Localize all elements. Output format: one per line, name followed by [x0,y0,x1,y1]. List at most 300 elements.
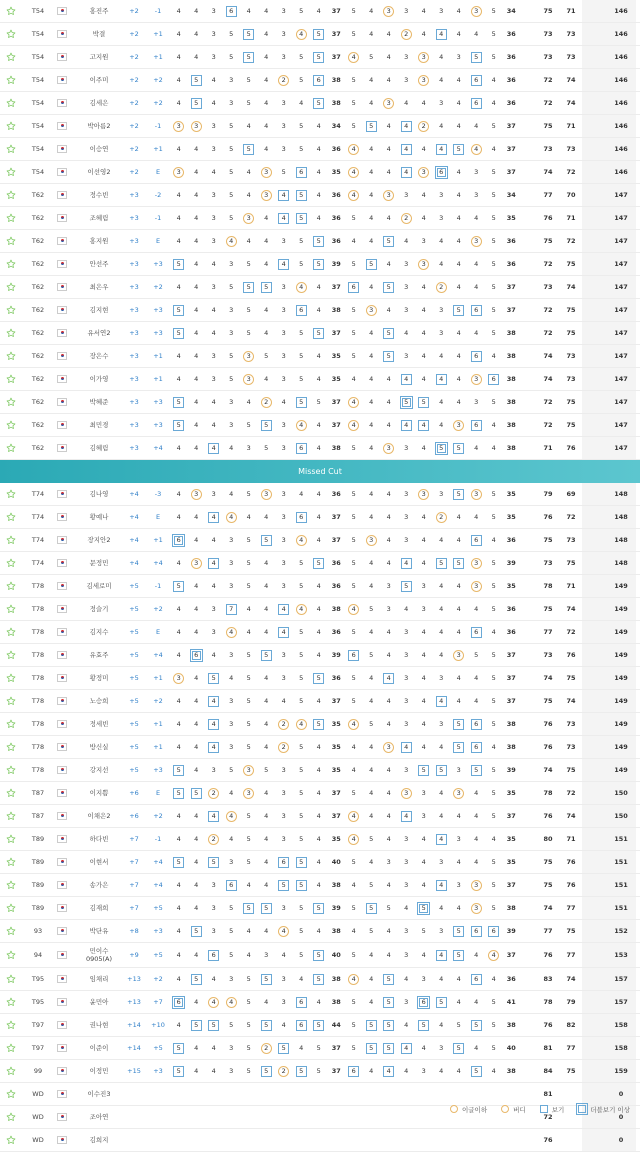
hole-score [485,483,503,505]
score-mark: 3 [404,306,409,314]
player-name[interactable]: 김혜림 [89,444,109,452]
favorite-star-icon[interactable] [2,874,20,896]
player-name[interactable]: 민이수 0905(A) [85,947,113,963]
hole-score [240,920,258,942]
score-mark: 2 [278,75,289,86]
score-mark: 4 [316,283,321,291]
score-mark: 3 [211,30,216,38]
favorite-star-icon[interactable] [2,161,20,183]
round-to-par: +2 [153,975,163,983]
score-mark: 3 [383,190,394,201]
hole-score [310,437,328,459]
player-name[interactable]: 홍진주 [89,7,109,15]
hole-score [450,851,468,873]
hole-score [363,69,381,91]
favorite-star-icon[interactable] [2,575,20,597]
player-name[interactable]: 권나현 [89,1021,109,1029]
score-mark: 5 [299,122,304,130]
favorite-star-icon[interactable] [2,529,20,551]
favorite-star-icon[interactable] [2,46,20,68]
hole-score [398,759,416,781]
hole-score [398,575,416,597]
favorite-star-icon[interactable] [2,991,20,1013]
flag-shape [57,835,67,843]
favorite-star-icon[interactable] [2,0,20,22]
hole-score [310,69,328,91]
score-mark: 5 [351,122,356,130]
player-name[interactable]: 이수진3 [87,1090,111,1098]
score-mark: 4 [194,191,199,199]
score-mark: 4 [194,53,199,61]
hole-score [468,736,486,758]
score-mark: 6 [471,926,482,937]
hole-score [170,1037,188,1059]
hole-score [170,299,188,321]
hole-score [450,184,468,206]
score-mark: 6 [471,420,482,431]
hole-score [485,506,503,528]
back-nine-total: 37 [506,651,516,659]
player-name[interactable]: 방신실 [89,743,109,751]
score-mark: 5 [246,99,251,107]
score-mark: 5 [369,651,374,659]
favorite-star-icon[interactable] [2,968,20,990]
hole-score [363,897,381,919]
hole-score [345,897,363,919]
total-to-par: +5 [129,674,139,682]
hole-score [398,598,416,620]
flag-shape [57,329,67,337]
total-to-par: +14 [127,1044,141,1052]
player-name[interactable]: 김세로미 [86,582,112,590]
favorite-star-icon[interactable] [2,368,20,390]
player-name[interactable]: 홍지원 [89,237,109,245]
hole-score [240,184,258,206]
hole-score [188,230,206,252]
player-name[interactable]: 정슬기 [89,605,109,613]
total-score: 147 [606,207,636,229]
score-mark: 3 [418,489,429,500]
score-mark: 4 [456,283,461,291]
player-name[interactable]: 이선영2 [87,168,111,176]
score-mark: 4 [176,53,181,61]
score-mark: 5 [351,7,356,15]
score-mark: 35 [331,168,341,176]
total-score: 147 [606,230,636,252]
hole-score [485,115,503,137]
hole-score [170,253,188,275]
score-mark: 5 [246,720,251,728]
player-name[interactable]: 문정민 [89,559,109,567]
hole-score [433,414,451,436]
score-mark: 5 [491,168,496,176]
total-score: 146 [606,46,636,68]
player-name[interactable]: 김지현 [89,306,109,314]
score-mark: 3 [421,812,426,820]
hole-score [380,184,398,206]
score-mark: 4 [281,398,286,406]
favorite-star-icon[interactable] [2,115,20,137]
score-mark: 5 [383,974,394,985]
player-name[interactable]: 이주미 [89,76,109,84]
hole-score [415,667,433,689]
hole-score [205,345,223,367]
score-mark: 5 [264,444,269,452]
hole-score [363,1060,381,1082]
score-mark: 38 [331,927,341,935]
hole-score [170,506,188,528]
hole-score [363,644,381,666]
score-mark: 4 [211,99,216,107]
player-name[interactable]: 윤민아 [89,998,109,1006]
round-to-par: +1 [153,352,163,360]
player-name[interactable]: 임채리 [89,975,109,983]
hole-score [223,621,241,643]
score-mark: 3 [229,536,234,544]
player-position: T54 [31,53,45,61]
hole-score [450,690,468,712]
score-mark: 6 [296,443,307,454]
hole-score [433,782,451,804]
player-name[interactable]: 황정미 [89,674,109,682]
hole-score [345,345,363,367]
hole-score [310,184,328,206]
player-name[interactable]: 유서연2 [87,329,111,337]
flag-shape [57,582,67,590]
score-mark: 3 [421,1067,426,1075]
score-mark: 4 [456,352,461,360]
round-to-par [146,1129,170,1151]
table-row [0,23,640,46]
player-name[interactable]: 이지쁨 [89,789,109,797]
hole-score [170,345,188,367]
player-position: T74 [31,513,45,521]
round-2-score: 76 [566,444,576,452]
hole-score [485,667,503,689]
score-mark: 38 [331,881,341,889]
player-name[interactable]: 이정민 [89,1067,109,1075]
score-mark: 5 [296,397,307,408]
hole-score [415,736,433,758]
favorite-star-icon[interactable] [2,276,20,298]
hole-score [258,598,276,620]
player-name[interactable]: 박결 [92,30,106,38]
hole-score [380,138,398,160]
hole-score [433,1014,451,1036]
favorite-star-icon[interactable] [2,437,20,459]
score-mark: 4 [456,398,461,406]
score-mark: 5 [351,513,356,521]
flag-shape [57,122,67,130]
favorite-star-icon[interactable] [2,138,20,160]
round-2-score: 75 [566,329,576,337]
hole-score [223,690,241,712]
score-mark: 5 [351,789,356,797]
round-to-par: +3 [153,927,163,935]
score-mark: 3 [439,214,444,222]
favorite-star-icon[interactable] [2,943,20,967]
hole-score [415,230,433,252]
favorite-star-icon[interactable] [2,506,20,528]
hole-score [398,782,416,804]
player-name[interactable]: 조혜림 [89,214,109,222]
score-mark: 5 [173,420,184,431]
score-mark: 3 [453,650,464,661]
favorite-star-icon[interactable] [2,782,20,804]
favorite-star-icon[interactable] [2,897,20,919]
hole-score [223,920,241,942]
hole-score [433,345,451,367]
hole-score [398,230,416,252]
player-name[interactable]: 이채은2 [87,812,111,820]
hole-score [380,115,398,137]
hole-score [485,1014,503,1036]
score-mark: 4 [386,76,391,84]
score-mark: 4 [369,191,374,199]
hole-score [380,575,398,597]
score-mark: 3 [281,998,286,1006]
player-name[interactable]: 박혜준 [89,398,109,406]
score-mark: 3 [404,283,409,291]
score-mark: 6 [437,168,446,177]
hole-score [485,161,503,183]
favorite-star-icon[interactable] [2,483,20,505]
score-mark: 4 [264,145,269,153]
score-mark: 3 [211,881,216,889]
favorite-star-icon[interactable] [2,759,20,781]
score-mark: 2 [278,742,289,753]
score-mark: 5 [316,398,321,406]
score-mark: 4 [456,214,461,222]
score-mark: 4 [316,444,321,452]
hole-score [293,69,311,91]
favorite-star-icon[interactable] [2,414,20,436]
player-name[interactable]: 박아름2 [87,122,111,130]
hole-score [275,713,293,735]
hole-score [205,506,223,528]
favorite-star-icon[interactable] [2,552,20,574]
player-name[interactable]: 송가은 [89,881,109,889]
round-to-par: +7 [153,998,163,1006]
hole-scores [170,483,538,505]
hole-score [310,690,328,712]
hole-score [223,230,241,252]
player-name[interactable]: 하다빈 [89,835,109,843]
player-name[interactable]: 장지안2 [87,536,111,544]
player-name[interactable]: 박단유 [89,927,109,935]
hole-score [415,920,433,942]
score-mark: 5 [491,283,496,291]
hole-score [415,368,433,390]
round-to-par: -1 [154,214,162,222]
hole-score [398,552,416,574]
player-name[interactable]: 강지선 [89,766,109,774]
score-mark: 5 [299,352,304,360]
player-name[interactable]: 노승희 [89,697,109,705]
score-mark: 4 [369,513,374,521]
player-name[interactable]: 김지수 [89,628,109,636]
hole-score [293,621,311,643]
favorite-star-icon[interactable] [2,690,20,712]
hole-score [188,391,206,413]
hole-score [205,598,223,620]
hole-score [345,598,363,620]
hole-score [415,207,433,229]
hole-score [223,115,241,137]
favorite-star-icon[interactable] [2,207,20,229]
player-name[interactable]: 정세빈 [89,720,109,728]
total-to-par: +5 [129,720,139,728]
favorite-star-icon[interactable] [2,1037,20,1059]
favorite-star-icon[interactable] [2,805,20,827]
score-mark: 3 [281,513,286,521]
score-mark: 4 [436,374,447,385]
player-position: T54 [31,145,45,153]
favorite-star-icon[interactable] [2,621,20,643]
hole-score [450,1014,468,1036]
player-name[interactable]: 유효주 [89,651,109,659]
player-position: T74 [31,490,45,498]
player-name[interactable]: 이승연 [89,145,109,153]
table-row [0,1060,640,1083]
favorite-star-icon[interactable] [2,184,20,206]
score-mark: 4 [194,444,199,452]
score-mark: 4 [421,513,426,521]
score-mark: 4 [369,582,374,590]
score-mark: 5 [383,997,394,1008]
favorite-star-icon[interactable] [2,1060,20,1082]
favorite-star-icon[interactable] [2,667,20,689]
back-nine-total: 36 [506,237,516,245]
score-mark: 4 [351,237,356,245]
hole-score [415,529,433,551]
favorite-star-icon[interactable] [2,1129,20,1151]
back-nine-total: 37 [506,168,516,176]
favorite-star-icon[interactable] [2,598,20,620]
total-score: 157 [606,991,636,1013]
player-name[interactable]: 김나영 [89,490,109,498]
hole-score [188,437,206,459]
score-mark: 4 [456,168,461,176]
hole-score [275,0,293,22]
hole-score [170,713,188,735]
hole-score [188,713,206,735]
player-name[interactable]: 김재희 [89,904,109,912]
favorite-star-icon[interactable] [2,713,20,735]
favorite-star-icon[interactable] [2,230,20,252]
score-mark: 4 [211,536,216,544]
score-mark: 6 [296,167,307,178]
player-position: T87 [31,789,45,797]
score-mark: 5 [264,352,269,360]
favorite-star-icon[interactable] [2,253,20,275]
player-name[interactable]: 김희지 [89,1136,109,1144]
player-name[interactable]: 최은우 [89,283,109,291]
hole-score [433,575,451,597]
score-mark: 5 [453,144,464,155]
favorite-star-icon[interactable] [2,23,20,45]
player-name[interactable]: 안선주 [89,260,109,268]
hole-score [415,1037,433,1059]
hole-score [310,897,328,919]
hole-score [363,276,381,298]
player-name[interactable]: 이가영 [89,375,109,383]
flag-shape [57,260,67,268]
player-name[interactable]: 최민경 [89,421,109,429]
score-mark: 5 [453,719,464,730]
score-mark: 4 [296,604,307,615]
round-1-score: 81 [543,1044,553,1052]
total-score: 148 [606,483,636,505]
hole-score [170,207,188,229]
favorite-star-icon[interactable] [2,920,20,942]
player-name[interactable]: 고지원 [89,53,109,61]
round-2-score: 77 [566,1044,576,1052]
korea-flag-icon [52,874,72,896]
player-name[interactable]: 김세은 [89,99,109,107]
back-nine-total: 37 [506,122,516,130]
favorite-star-icon[interactable] [2,1014,20,1036]
favorite-star-icon[interactable] [2,391,20,413]
player-name[interactable]: 이현서 [89,858,109,866]
hole-score [345,253,363,275]
score-mark: 3 [229,651,234,659]
score-mark: 4 [264,375,269,383]
hole-score [433,46,451,68]
favorite-star-icon[interactable] [2,851,20,873]
favorite-star-icon[interactable] [2,828,20,850]
hole-score [188,92,206,114]
player-name[interactable]: 이준이 [89,1044,109,1052]
player-position: T54 [31,76,45,84]
score-mark: 4 [351,766,356,774]
score-mark: 3 [229,421,234,429]
total-to-par: +5 [129,743,139,751]
favorite-star-icon[interactable] [2,69,20,91]
total-to-par: +15 [127,1067,141,1075]
korea-flag-icon [52,184,72,206]
score-mark: 5 [313,236,324,247]
score-mark: 3 [404,628,409,636]
hole-score [345,736,363,758]
score-mark: 3 [211,7,216,15]
hole-score [293,483,311,505]
player-name[interactable]: 조아연 [89,1113,109,1121]
player-name[interactable]: 정수빈 [89,191,109,199]
front-nine-total [328,23,346,45]
favorite-star-icon[interactable] [2,92,20,114]
favorite-star-icon[interactable] [2,299,20,321]
favorite-star-icon[interactable] [2,736,20,758]
score-mark: 5 [401,581,412,592]
hole-score [275,391,293,413]
score-mark: 5 [471,765,482,776]
hole-score [240,782,258,804]
favorite-star-icon[interactable] [2,345,20,367]
player-position: T62 [31,352,45,360]
hole-score [450,414,468,436]
favorite-star-icon[interactable] [2,322,20,344]
score-mark: 3 [456,53,461,61]
favorite-star-icon[interactable] [2,644,20,666]
table-row [0,184,640,207]
player-name[interactable]: 황예나 [89,513,109,521]
table-row [0,46,640,69]
round-2-score: 82 [566,1021,576,1029]
hole-score [170,782,188,804]
hole-score [188,690,206,712]
player-name[interactable]: 장은수 [89,352,109,360]
